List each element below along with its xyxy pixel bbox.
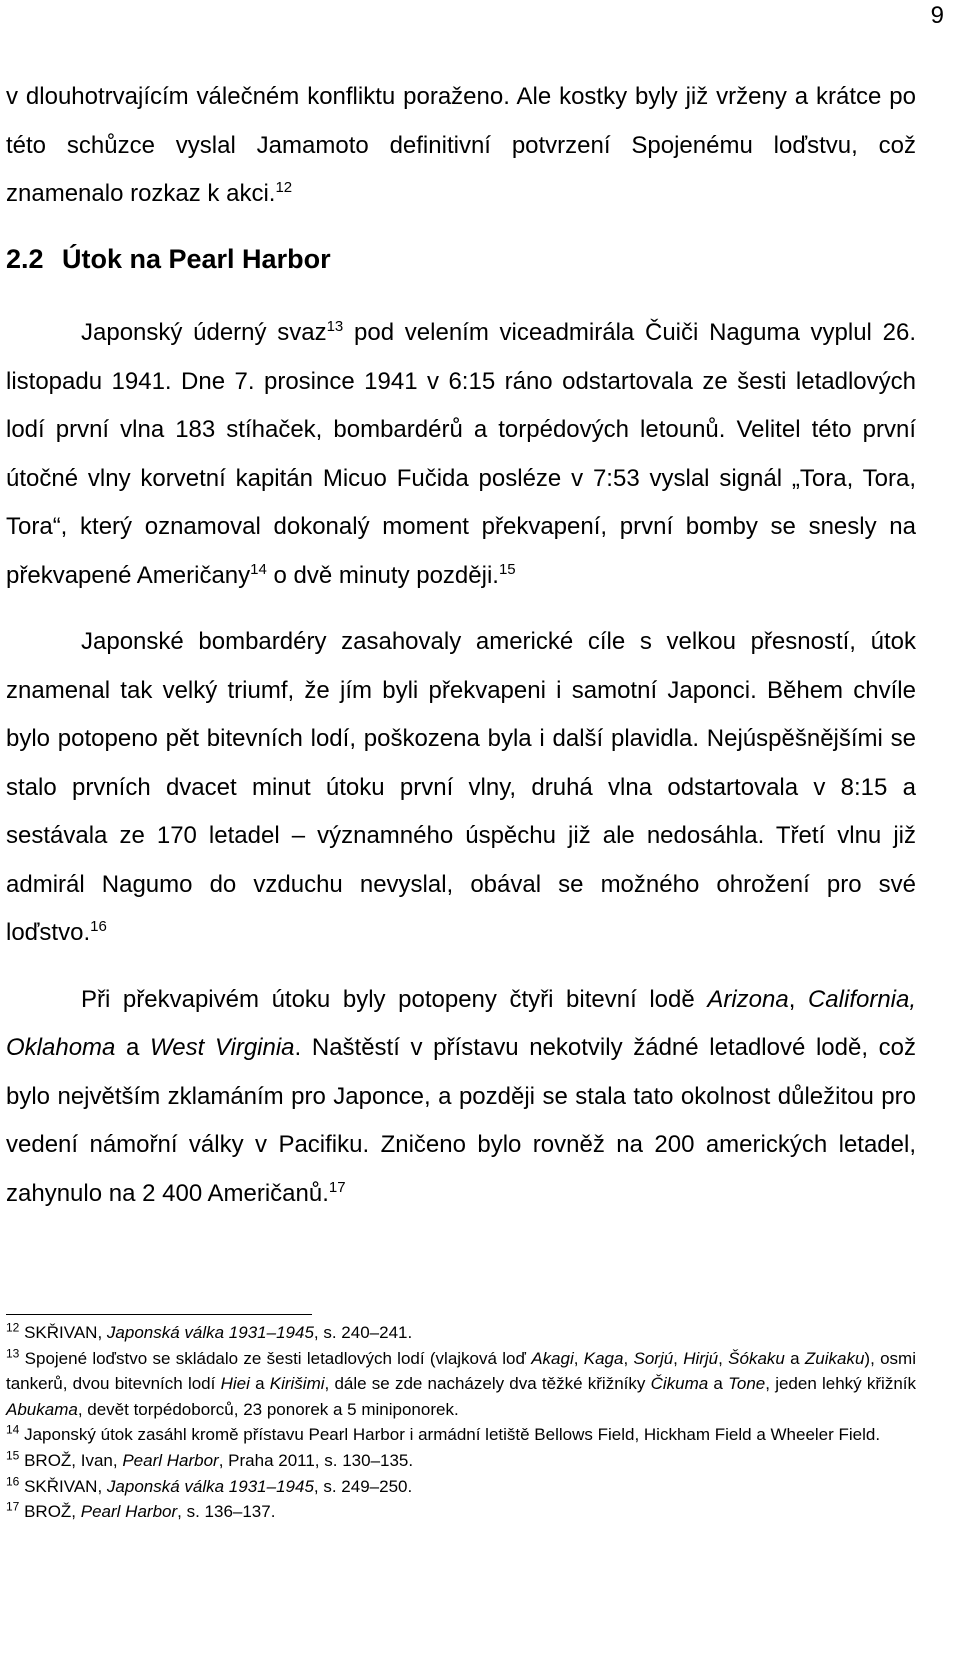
footnote-title: Japonská válka 1931–1945 <box>106 1323 314 1342</box>
footnote <box>6 1320 916 1346</box>
footnote-ref: 15 <box>498 560 516 578</box>
footnote-text: Spojené loďstvo se skládalo ze šesti letadlových lodí (vlajková loď <box>19 1348 532 1368</box>
paragraph-text: a <box>115 1034 151 1061</box>
footnote-text: a <box>708 1374 729 1394</box>
paragraph-intro <box>6 73 916 219</box>
section-body <box>6 309 916 1218</box>
footnote-text: a <box>784 1348 805 1368</box>
section-heading <box>6 244 331 275</box>
footnote-text: , devět torpédoborců, 23 ponorek a 5 miniponorek. <box>77 1399 459 1419</box>
footnote-text: a <box>249 1374 270 1394</box>
ship-name: Čikuma <box>650 1374 709 1394</box>
footnote-text: SKŘIVAN, <box>19 1323 107 1342</box>
footnote-ref: 17 <box>328 1178 346 1196</box>
ship-name: Abukama <box>6 1399 78 1419</box>
ship-name: Sorjú <box>633 1348 674 1368</box>
footnote-text: ), osmi tankerů, dvou bitevních lodí <box>6 1348 916 1394</box>
footnote-title: Pearl Harbor <box>122 1450 219 1470</box>
section-title: Útok na Pearl Harbor <box>62 244 331 274</box>
ship-name: California, Oklahoma <box>6 985 917 1061</box>
paragraph-text: o dvě minuty později. <box>266 561 499 589</box>
ship-name: Hiei <box>220 1374 250 1394</box>
footnote-ref: 14 <box>250 560 267 578</box>
footnote-ref: 16 <box>90 918 107 935</box>
footnotes <box>6 1320 916 1525</box>
ship-name: Hirjú <box>683 1348 719 1368</box>
footnote-number: 12 <box>6 1320 20 1335</box>
footnote-text: , dále se zde nacházely dva těžké křižníky <box>324 1374 651 1394</box>
ship-name: Akagi <box>531 1348 574 1368</box>
footnote-divider <box>6 1314 312 1315</box>
paragraph-text: Japonské bombardéry zasahovaly americké cíle s velkou přesností, útok znamenal tak velký triumf, že jím byli překvapeni i samotní Japonci. Během chvíle bylo potopeno pět bitevních lodí, poškozena byla i další plavidla. Nejúspěšnějšími se stalo prvních dvacet minut útoku první vlny, druhá vlna odstartovala v 8:15 a sestávala ze 170 letadel – významného úspěchu již ale nedosáhla. Třetí vlnu již admirál Nagumo do vzduchu nevyslal, obával se možného ohrožení pro své loďstvo. <box>6 628 916 946</box>
footnote-text: BROŽ, <box>19 1502 81 1522</box>
paragraph-text: , <box>788 985 808 1013</box>
ship-name: Zuikaku <box>804 1348 865 1368</box>
footnote-text: , s. 240–241. <box>313 1323 413 1342</box>
footnote <box>6 1474 916 1500</box>
footnote-text: , Praha 2011, s. 130–135. <box>218 1450 414 1470</box>
paragraph-text: Při překvapivém útoku byly potopeny čtyři bitevní lodě <box>81 985 708 1013</box>
footnote-text: , s. 249–250. <box>313 1476 413 1496</box>
footnote-text: , <box>573 1348 584 1368</box>
footnote-title: Japonská válka 1931–1945 <box>106 1476 314 1496</box>
footnote-text: SKŘIVAN, <box>19 1476 107 1496</box>
page-number: 9 <box>930 2 944 29</box>
footnote-number: 15 <box>6 1448 20 1463</box>
footnote-number: 17 <box>6 1499 20 1514</box>
ship-name: Kirišimi <box>269 1374 325 1394</box>
paragraph-text: pod velením viceadmirála Čuiči Naguma vyplul 26. listopadu 1941. Dne 7. prosince 1941 v 6:15 ráno odstartovala ze šesti letadlových lodí první vlna 183 stíhaček, bombardérů a torpédových letounů. Velitel této první útočné vlny korvetní kapitán Micuo Fučida posléze v 7:53 vyslal signál „Tora, Tora, Tora“, který oznamoval dokonalý moment překvapení, první bomby se snesly na překvapené Američany <box>6 319 916 589</box>
ship-name: Šókaku <box>728 1348 785 1368</box>
footnote-ref: 12 <box>275 179 293 196</box>
footnote-number: 14 <box>6 1422 20 1437</box>
footnote <box>6 1422 916 1448</box>
footnote <box>6 1499 916 1525</box>
footnote-number: 16 <box>6 1473 20 1488</box>
paragraph-text: v dlouhotrvajícím válečném konfliktu poraženo. Ale kostky byly již vrženy a krátce po této schůzce vyslal Jamamoto definitivní potvrzení Spojenému loďstvu, což znamenalo rozkaz k akci. <box>6 83 916 207</box>
paragraph <box>6 309 916 600</box>
footnote <box>6 1346 916 1423</box>
footnote <box>6 1448 916 1474</box>
paragraph-text: Japonský úderný svaz <box>81 319 327 346</box>
ship-name: Arizona <box>707 985 789 1013</box>
paragraph <box>6 618 916 958</box>
ship-name: Tone <box>728 1374 766 1394</box>
footnote-number: 13 <box>6 1345 20 1360</box>
paragraph-text: . Naštěstí v přístavu nekotvily žádné letadlové lodě, což bylo největším zklamáním pro Japonce, a později se stala tato okolnost důležitou pro vedení námořní války v Pacifiku. Zničeno bylo rovněž na 200 amerických letadel, zahynulo na 2 400 Američanů. <box>6 1034 917 1207</box>
footnote-text: , s. 136–137. <box>177 1502 276 1522</box>
section-number: 2.2 <box>6 244 44 274</box>
footnote-text: BROŽ, Ivan, <box>19 1450 123 1470</box>
footnote-ref: 13 <box>326 318 344 335</box>
footnote-title: Pearl Harbor <box>80 1502 178 1522</box>
ship-name: Kaga <box>583 1348 624 1368</box>
paragraph <box>6 976 916 1219</box>
ship-name: West Virginia <box>150 1034 295 1061</box>
footnote-text: , <box>673 1348 684 1368</box>
footnote-text: , <box>623 1348 634 1368</box>
footnote-text: Japonský útok zasáhl kromě přístavu Pearl Harbor i armádní letiště Bellows Field, Hickham Field a Wheeler Field. <box>19 1425 881 1445</box>
footnote-text: , <box>718 1348 729 1368</box>
footnote-text: , jeden lehký křižník <box>765 1374 916 1394</box>
